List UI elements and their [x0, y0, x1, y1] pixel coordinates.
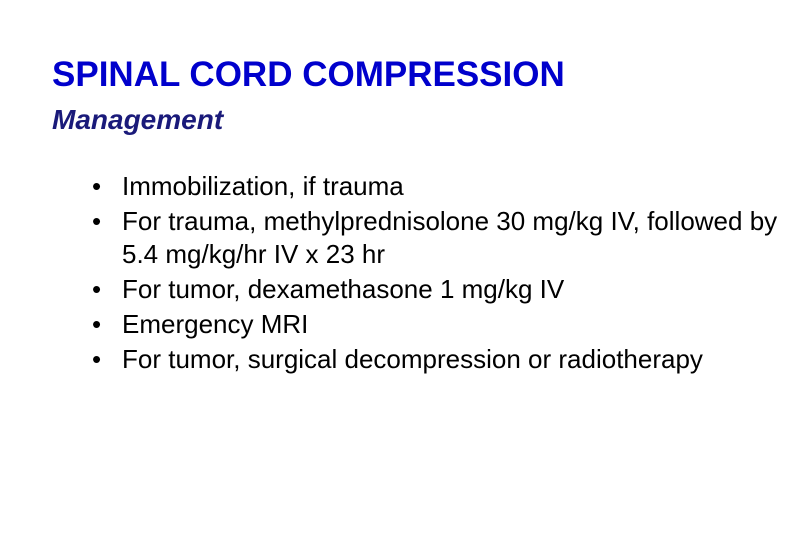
bullet-item — [92, 308, 782, 341]
bullet-text: Emergency MRI — [122, 309, 309, 339]
bullet-icon: • — [92, 171, 102, 201]
slide-subtitle: Management — [52, 104, 224, 135]
bullet-item — [92, 273, 782, 306]
slide-title: SPINAL CORD COMPRESSION — [52, 55, 565, 94]
bullet-item — [92, 343, 782, 376]
bullet-item — [92, 170, 782, 203]
bullet-text: For tumor, dexamethasone 1 mg/kg IV — [122, 274, 565, 304]
bullet-icon: • — [92, 274, 102, 304]
bullet-icon: • — [92, 344, 102, 374]
bullet-item — [92, 205, 782, 271]
bullet-list — [92, 170, 782, 378]
bullet-text: For tumor, surgical decompression or radiotherapy — [122, 344, 703, 374]
bullet-icon: • — [92, 309, 102, 339]
bullet-text: Immobilization, if trauma — [122, 171, 404, 201]
bullet-text: For trauma, methylprednisolone 30 mg/kg IV, followed by 5.4 mg/kg/hr IV x 23 hr — [122, 206, 778, 269]
bullet-icon: • — [92, 206, 102, 236]
